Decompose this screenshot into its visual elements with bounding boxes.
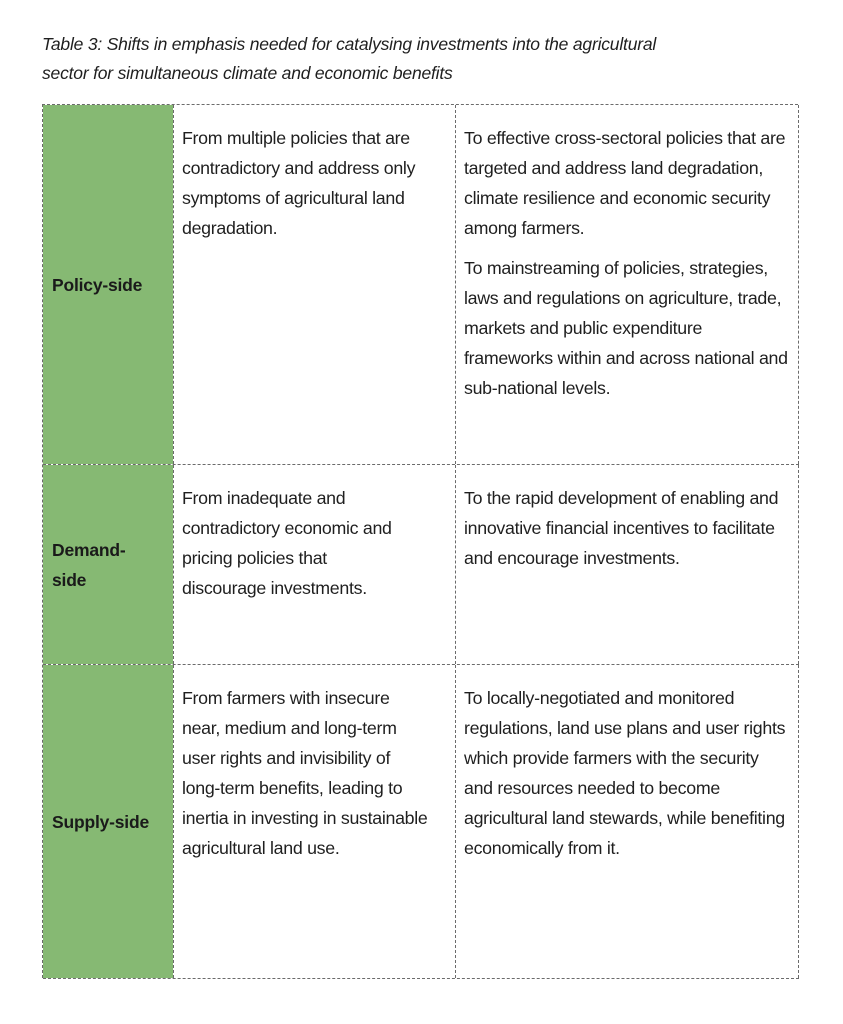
from-cell xyxy=(173,665,456,978)
from-cell xyxy=(173,465,456,664)
to-text-1: To locally-negotiated and monitored regulations, land use plans and user rights which provide farmers with the security and resources needed to become agricultural land stewards, while benefiting economically from it. xyxy=(464,688,786,858)
shifts-table xyxy=(42,104,798,978)
table-caption-line-2: sector for simultaneous climate and economic benefits xyxy=(42,63,453,83)
from-text: From farmers with insecure near, medium and long-term user rights and invisibility of long-term benefits, leading to inertia in investing in sustainable agricultural land use. xyxy=(182,688,428,858)
table-caption xyxy=(42,30,802,88)
row-label-supply-side: Supply-side xyxy=(52,811,149,832)
table-row-demand-side xyxy=(43,465,799,665)
table-row-supply-side xyxy=(43,665,799,979)
to-cell xyxy=(456,465,799,664)
to-text-1: To the rapid development of enabling and innovative financial incentives to facilitate and encourage investments. xyxy=(464,488,779,568)
row-header-cell xyxy=(43,665,173,978)
to-text-2: To mainstreaming of policies, strategies, laws and regulations on agriculture, trade, markets and public expenditure frameworks within and across national and sub-national levels. xyxy=(464,258,788,398)
row-label-demand-side xyxy=(52,535,125,595)
table-row-policy-side xyxy=(43,105,799,465)
to-cell xyxy=(456,105,799,464)
row-header-cell xyxy=(43,105,173,464)
from-text: From multiple policies that are contradictory and address only symptoms of agricultural land degradation. xyxy=(182,128,416,238)
row-header-cell xyxy=(43,465,173,664)
to-text-1: To effective cross-sectoral policies that are targeted and address land degradation, climate resilience and economic security among farmers. xyxy=(464,128,786,238)
from-text: From inadequate and contradictory economic and pricing policies that discourage investments. xyxy=(182,488,392,598)
row-label-demand-side-line-1: Demand- xyxy=(52,539,126,560)
table-caption-line-1: Table 3: Shifts in emphasis needed for catalysing investments into the agricultural xyxy=(42,34,657,54)
row-label-policy-side: Policy-side xyxy=(52,274,143,295)
row-label-demand-side-line-2: side xyxy=(52,569,87,590)
to-cell xyxy=(456,665,799,978)
from-cell xyxy=(173,105,456,464)
